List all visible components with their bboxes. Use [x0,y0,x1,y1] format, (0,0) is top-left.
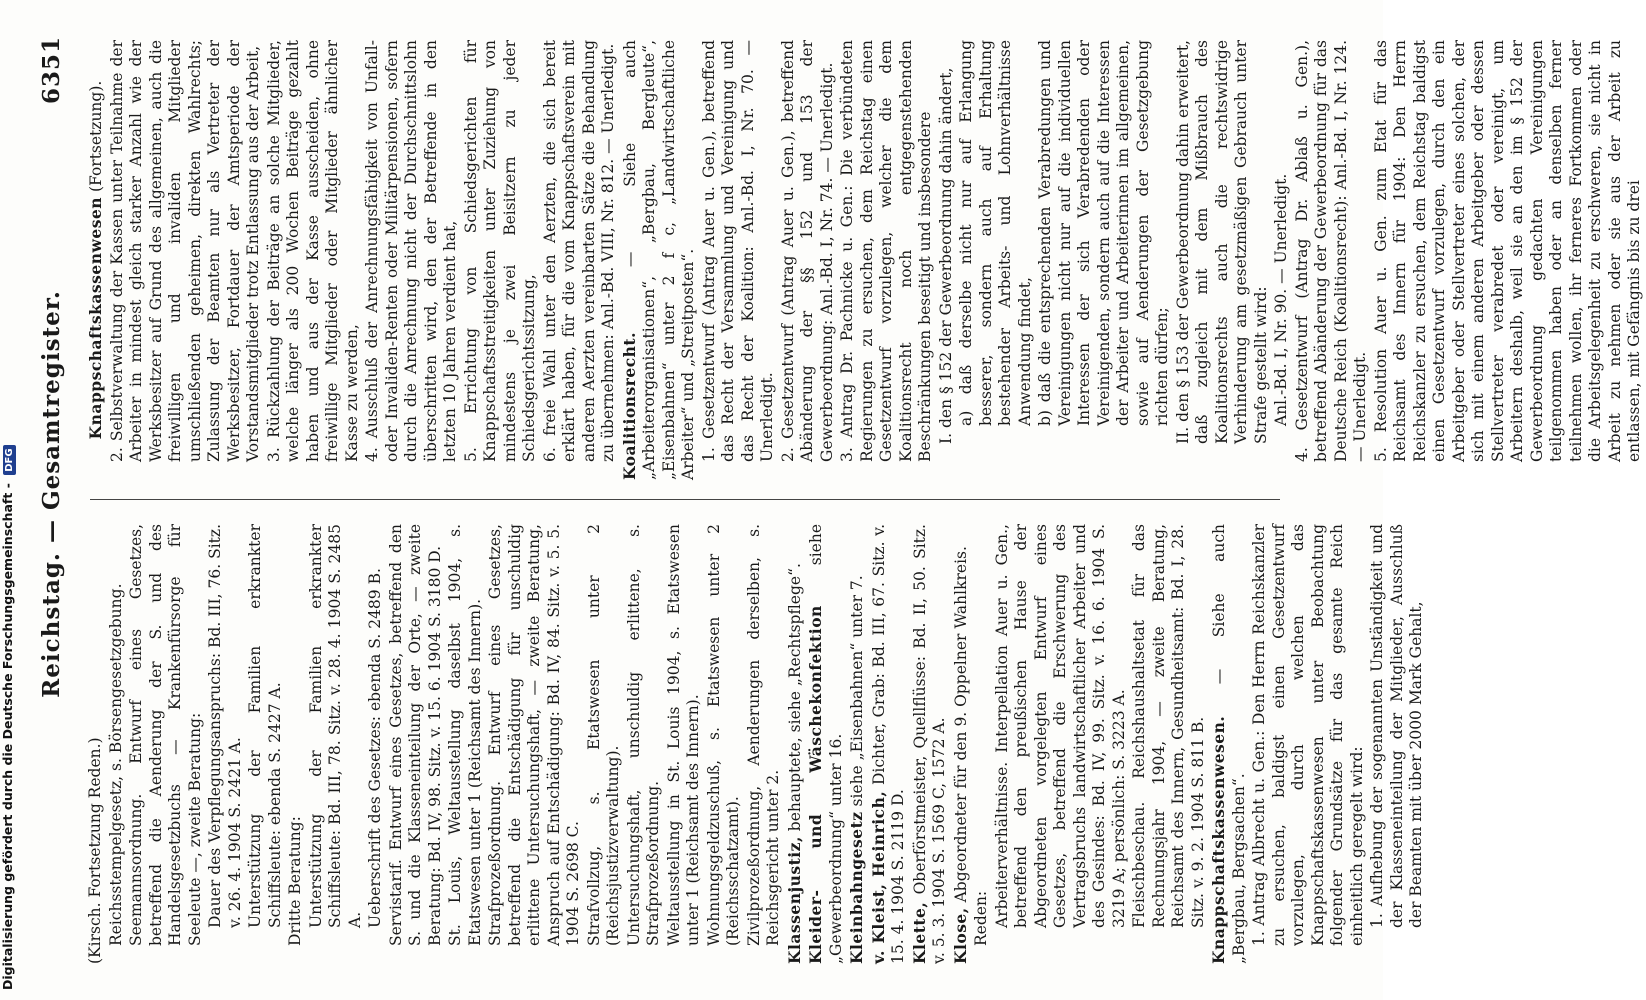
register-entry: Dauer des Verpflegungsanspruchs: Bd. III, 76. Sitz. v. 26. 4. 1904 S. 2421 A. [206,524,244,928]
register-entry: Kleider- und Wäschekonfektion siehe „Gewerbeordnung“ unter 16. [806,523,845,964]
register-entry: Knappschaftskassenwesen. — Siehe auch „Bergbau, Bergsachen“. [1209,524,1248,964]
register-entry: 2. Gesetzentwurf (Antrag Auer u. Gen.), betreffend Abänderung der §§ 152 und 153 der Gewerbeordnung: Anl.-Bd. I, Nr. 74. — Unerledigt. [778,40,836,462]
register-entry: Weltausstellung in St. Louis 1904, s. Etatswesen unter 1 (Reichsamt des Innern). [664,524,702,946]
page-number: 6351 [38,36,65,105]
register-entry: Klose, Abgeordneter für den 9. Oppelner Wahlkreis. [950,546,970,964]
right-column [86,40,1646,480]
register-entry: I. den § 152 der Gewerbeordnung dahin ändert, [936,67,955,444]
register-entry: Zivilprozeßordnung, Aenderungen derselben, s. Reichsgericht unter 2. [744,524,782,946]
left-column [86,524,1428,964]
register-entry: Seemannsordnung. Entwurf eines Gesetzes, betreffend die Aenderung der S. und des Handelsgesetzbuchs — Krankenfürsorge für Seeleute —, zweite Beratung: [127,524,204,946]
register-entry: Strafvollzug, s. Etatswesen unter 2 (Reichsjustizverwaltung). [584,524,622,946]
register-entry: Strafprozeßordnung. Entwurf eines Gesetzes, betreffend die Entschädigung für unschuldig erlittene Untersuchungshaft, — zweite Beratung, Anspruch auf Entschädigung: Bd. IV, 84. Sitz. v. 5. 5. 1904 S. 2698 C. [486,524,582,946]
dfg-logo: DFG [3,445,16,474]
register-entry: Unterstützung der Familien erkrankter Schiffsleute: ebenda S. 2427 A. [246,524,284,928]
register-entry: 5. Errichtung von Schiedsgerichten für Knappschaftsstreitigkeiten unter Zuziehung von mindestens je zwei Beisitzern zu jeder Schiedsgerichtssitzung, [461,40,538,462]
register-entry: a) daß derselbe nicht nur auf Erlangung besserer, sondern auch auf Erhaltung bestehender Arbeits- und Lohnverhältnisse Anwendung findet, [957,40,1034,426]
register-entry: Knappschaftskassenwesen (Fortsetzung). [86,80,105,440]
register-entry: Klassenjustiz, behauptete, siehe „Rechtspflege“. [784,563,804,964]
register-entry: b) daß die entsprechenden Verabredungen und Vereinigungen nicht nur auf die individuellen Interessen der sich Verabredenden oder Vereinigenden, sondern auch auf die Interessen der Arbeiter und Arbeiterinnen im allgemeinen, sowie auf Aenderungen der Gesetzgebung richten dürfen; [1036,40,1171,426]
credit-text: Digitalisierung gefördert durch die Deutsche Forschungsgemeinschaft - [0,483,15,990]
register-entry: v. Kleist, Heinrich, Dichter, Grab: Bd. III, 67. Sitz. v. 15. 4. 1904 S. 2119 D. [868,524,907,964]
register-entry: 5. Resolution Auer u. Gen. zum Etat für das Reichsamt des Innern für 1904: Den Herrn Reichskanzler zu ersuchen, dem Reichstag baldigst einen Gesetzentwurf vorzulegen, durch den ein Arbeitgeber oder Stellvertreter eines solchen, der sich mit einem anderen Arbeitgeber oder dessen Stellvertreter verabredet oder vereinigt, um Arbeitern deshalb, weil sie an den im § 152 der Gewerbeordnung gedachten Vereinigungen teilgenommen haben oder an denselben ferner teilnehmen wollen, ihr ferneres Fortkommen oder die Arbeitsgelegenheit zu erschweren, sie nicht in Arbeit zu nehmen oder sie aus der Arbeit zu entlassen, mit Gefängnis bis zu drei [1371,40,1643,462]
register-entry: 2. Selbstverwaltung der Kassen unter Teilnahme der Arbeiter in mindest gleich starker Anzahl wie der Werksbesitzer auf Grund des allgemeinen, auch die freiwilligen und invaliden Mitglieder umschließenden geheimen, direkten Wahlrechts; Zulassung der Beamten nur als Vertreter der Werksbesitzer, Fortdauer der Amtsperiode der Vorstandsmitglieder trotz Entlassung aus der Arbeit, [107,40,262,462]
page-title: Reichstag. — Gesamtregister. [38,290,65,698]
register-entry: Arbeiterverhältnisse. Interpellation Auer u. Gen., betreffend den preußischen Hause der Abgeordneten vorgelegten Entwurf eines Gesetzes, betreffend die Erschwerung des Vertragsbruchs landwirtschaftlicher Arbeiter und des Gesindes: Bd. IV, 99. Sitz. v. 16. 6. 1904 S. 3219 A; persönlich: S. 3223 A. [992,524,1128,928]
register-entry: 6. freie Wahl unter den Aerzten, die sich bereit erklärt haben, für die vom Knappschaftsverein mit anderen Aerzten vereinbarten Sätze die Behandlung zu übernehmen: Anl.-Bd. VIII, Nr. 812. — Unerledigt. [540,40,617,462]
register-entry: Fleischbeschau. Reichshaushaltsetat für das Rechnungsjahr 1904, — zweite Beratung, Reichsamt des Innern, Gesundheitsamt: Bd. I, 28. Sitz. v. 9. 2. 1904 S. 811 B. [1130,524,1207,928]
register-entry: Reden: [972,890,990,946]
register-entry: 3. Antrag Dr. Pachnicke u. Gen.: Die verbündeten Regierungen zu ersuchen, dem Reichstag einen Gesetzentwurf vorzulegen, welcher die dem Koalitionsrecht noch entgegenstehenden Beschränkungen beseitigt und insbesondere [838,40,934,462]
register-entry: 1. Aufhebung der sogenannten Unständigkeit und der Klasseneinteilung der Mitglieder, Ausschluß der Beamten mit über 2000 Mark Gehalt, [1368,524,1425,928]
register-entry: 1. Gesetzentwurf (Antrag Auer u. Gen.), betreffend das Recht der Versammlung und Vereinigung und das Recht der Koalition: Anl.-Bd. I, Nr. 70. — Unerledigt. [699,40,776,462]
register-entry: 4. Ausschluß der Anrechnungsfähigkeit von Unfall- oder Invaliden-Renten oder Militärpensionen, sofern durch die Anrechnung nicht der Durchschnittslohn überschritten wird, den der Betreffende in den letzten 10 Jahren verdient hat, [363,40,459,462]
register-entry: II. den § 153 der Gewerbeordnung dahin erweitert, daß zugleich mit dem Mißbrauch des Koalitionsrechts auch die rechtswidrige Verhinderung am gesetzmäßigen Gebrauch unter Strafe gestellt wird: [1173,40,1270,444]
page-header [38,24,78,964]
register-entry: 1. Antrag Albrecht u. Gen.: Den Herrn Reichskanzler zu ersuchen, baldigst einen Gesetzentwurf vorzulegen, durch welchen das Knappschaftskassenwesen unter Beobachtung folgender Grundsätze für das gesamte Reich einheitlich geregelt wird: [1250,524,1366,946]
register-entry: Dritte Beratung: [286,816,304,946]
column-divider [90,499,1280,500]
register-entry: Koalitionsrecht. — Siehe auch „Arbeiterorganisationen“, „Bergbau, Bergleute“, „Eisenbahnen“ unter 2 f c, „Landwirtschaftliche Arbeiter“ und „Streitposten“. [619,40,697,480]
register-entry: Klette, Oberförstmeister, Quellflüsse: Bd. II, 50. Sitz. v. 5. 3. 1904 S. 1569 C, 1572 A. [909,524,948,964]
register-entry: 3. Rückzahlung der Beiträge an solche Mitglieder, welche länger als 200 Wochen Beiträge gezahlt haben und aus der Kasse ausscheiden, ohne freiwillige Mitglieder oder Mitglieder ähnlicher Kasse zu werden, [264,40,361,462]
register-entry: Kleinbahngesetz siehe „Eisenbahnen“ unter 7. [847,575,866,964]
digitization-credit [0,0,20,1000]
register-entry: St. Louis, Weltausstellung daselbst 1904, s. Etatswesen unter 1 (Reichsamt des Innern). [446,524,484,946]
register-entry: Ueberschrift des Gesetzes: ebenda S. 2489 B. [366,568,384,928]
register-entry: Reichsstempelgesetz, s. Börsengesetzgebung. [106,583,125,946]
register-entry: Untersuchungshaft, unschuldig erlittene, s. Strafprozeßordnung. [624,524,662,946]
register-entry: Unterstützung der Familien erkrankter Schiffsleute: Bd. III, 78. Sitz. v. 28. 4. 1904 S. 2485 A. [306,524,364,928]
register-entry: Anl.-Bd. I, Nr. 90. — Unerledigt. [1272,173,1290,426]
register-entry: (Kirsch. Fortsetzung Reden.) [86,737,104,964]
register-entry: Wohnungsgeldzuschuß, s. Etatswesen unter 2 (Reichsschatzamt). [704,524,742,946]
register-entry: Servistarif. Entwurf eines Gesetzes, betreffend den S. und die Klasseneinteilung der Orte, — zweite Beratung: Bd. IV, 98. Sitz. v. 15. 6. 1904 S. 3180 D. [386,524,444,946]
register-entry: 4. Gesetzentwurf (Antrag Dr. Ablaß u. Gen.), betreffend Abänderung der Gewerbeordnung für das Deutsche Reich (Koalitionsrecht): Anl.-Bd. I, Nr. 124. — Unerledigt. [1292,40,1369,462]
